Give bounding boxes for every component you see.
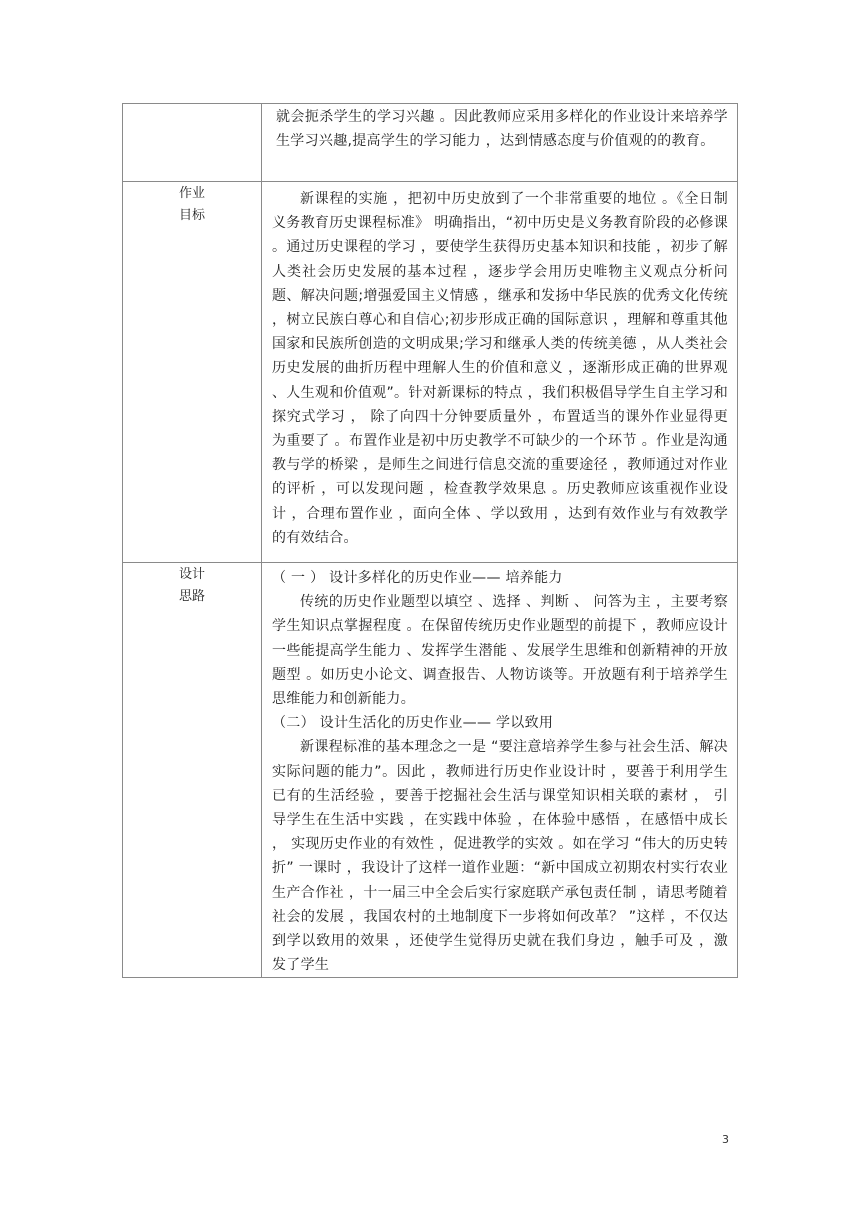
row-content bbox=[262, 563, 738, 978]
row-label-homework-goal bbox=[123, 182, 262, 563]
row-content bbox=[262, 182, 738, 563]
label-line: 目标 bbox=[178, 208, 205, 223]
section-heading: （二） 设计生活化的历史作业—— 学以致用 bbox=[272, 715, 554, 732]
table-row bbox=[123, 182, 738, 563]
label-line: 设计 bbox=[178, 567, 205, 582]
row-label-empty bbox=[123, 104, 262, 182]
content-table bbox=[122, 103, 738, 978]
label-line: 思路 bbox=[178, 589, 205, 604]
section-paragraph: 新课程标准的基本理念之一是 “要注意培养学生参与社会生活、解决实际问题的能力”。因此 ，教师进行历史作业设计时 ，要善于利用学生已有的生活经验 ，要善于挖掘社会生活与课堂知识相关联的素材 ， 引导学生在生活中实践 ，在实践中体验 ，在体验中感悟 ，在感悟中成长 ， 实现历史作业的有效性 ，促进教学的实效 。如在学习 “伟大的历史转折” 一课时 ，我设计了这样一道作业题：“新中国成立初期农村实行农业生产合作社 ，十一届三中全会后实行家庭联产承包责任制 ，请思考随着社会的发展 ，我国农村的土地制度下一步将如何改革？ ”这样 ，不仅达到学以致用的效果 ，还使学生觉得历史就在我们身边 ，触手可及 ，激发了学生 bbox=[272, 739, 728, 974]
row-label-design-idea bbox=[123, 563, 262, 978]
section-heading: （ 一 ） 设计多样化的历史作业—— 培养能力 bbox=[272, 570, 563, 586]
paragraph-continued: 就会扼杀学生的学习兴趣 。因此教师应采用多样化的作业设计来培养学生学习兴趣,提高学生的学习能力 ，达到情感态度与价值观的的教育。 bbox=[276, 109, 728, 150]
table-row bbox=[123, 563, 738, 978]
row-content bbox=[262, 104, 738, 182]
table-row bbox=[123, 104, 738, 182]
page-number: 3 bbox=[722, 1133, 729, 1146]
label-line: 作业 bbox=[178, 186, 205, 201]
section-paragraph: 传统的历史作业题型以填空 、选择 、判断 、 问答为主 ，主要考察学生知识点掌握程度 。在保留传统历史作业题型的前提下 ，教师应设计一些能提高学生能力 、发挥学生潜能 、发展学生思维和创新精神的开放题型 。如历史小论文、调查报告、人物访谈等。开放题有利于培养学生思维能力和创新能力。 bbox=[272, 594, 728, 708]
goal-paragraph: 新课程的实施 ，把初中历史放到了一个非常重要的地位 。《全日制义务教育历史课程标准》 明确指出，“初中历史是义务教育阶段的必修课 。通过历史课程的学习 ，要使学生获得历史基本知识和技能 ，初步了解人类社会历史发展的基本过程 ，逐步学会用历史唯物主义观点分析问题、解决问题;增强爱国主义情感 ，继承和发扬中华民族的优秀文化传统 ，树立民族白尊心和自信心;初步形成正确的国际意识 ，理解和尊重其他国家和民族所创造的文明成果;学习和继承人类的传统美德 ，从人类社会历史发展的曲折历程中理解人生的价值和意义 ，逐渐形成正确的世界观 、人生观和价值观”。针对新课标的特点 ，我们积极倡导学生自主学习和探究式学习 ， 除了向四十分钟要质量外 ，布置适当的课外作业显得更为重要了 。布置作业是初中历史教学不可缺少的一个环节 。作业是沟通教与学的桥梁 ，是师生之间进行信息交流的重要途径 ，教师通过对作业的评析 ，可以发现问题 ，检查教学效果息 。历史教师应该重视作业设计 ，合理布置作业 ，面向全体 、学以致用 ，达到有效作业与有效教学的有效结合。 bbox=[272, 191, 728, 546]
